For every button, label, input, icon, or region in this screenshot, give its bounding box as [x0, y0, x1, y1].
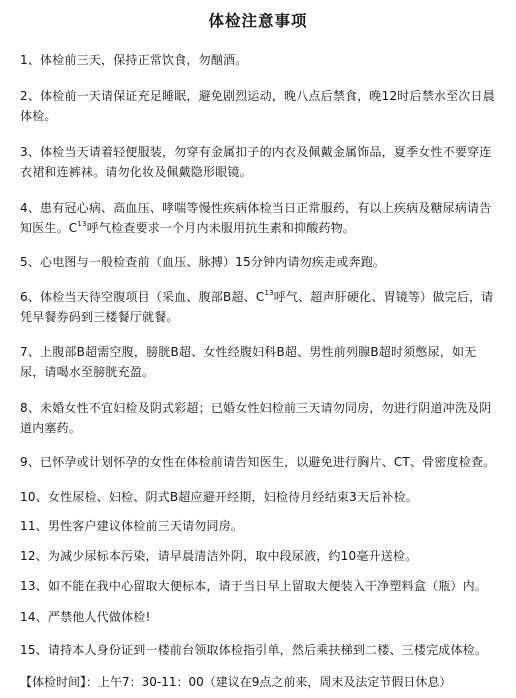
notice-item-3: 3、体检当天请着轻便服装，勿穿有金属扣子的内衣及佩戴金属饰品，夏季女性不要穿连衣裙和连裤袜。请勿化妆及佩戴隐形眼镜。: [20, 145, 492, 179]
notice-item-1: 1、体检前三天，保持正常饮食，勿酗酒。: [20, 53, 248, 67]
notice-item-5: 5、心电图与一般检查前（血压、脉搏）15分钟内请勿疾走或奔跑。: [20, 255, 386, 269]
notice-item-2: 2、体检前一天请保证充足睡眠，避免剧烈运动，晚八点后禁食，晚12时后禁水至次日晨体检。: [20, 89, 495, 123]
notice-item-11: 11、男性客户建议体检前三天请勿同房。: [20, 519, 244, 533]
notice-item-4-text-cont: 呼气检查要求一个月内未服用抗生素和抑酸药物。: [86, 221, 356, 235]
notice-item-9: 9、已怀孕或计划怀孕的女性在体检前请告知医生，以避免进行胸片、CT、骨密度检查。: [20, 455, 496, 469]
notice-item-12: 12、为减少尿标本污染，请早晨清洁外阴，取中段尿液，约10毫升送检。: [20, 549, 418, 563]
notice-item-15: 15、请持本人身份证到一楼前台领取体检指引单，然后乘扶梯到二楼、三楼完成体检。: [20, 643, 488, 657]
notice-item-13: 13、如不能在我中心留取大便标本，请于当日早上留取大便装入干净塑料盒（瓶）内。: [20, 579, 488, 593]
notice-item-4: [20, 198, 498, 238]
notice-item-14: 14、严禁他人代做体检!: [20, 610, 151, 624]
exam-time-note: 【体检时间】：上午7：30-11：00（建议在9点之前来，周末及法定节假日休息）: [20, 675, 452, 689]
notice-item-6-text: 6、体检当天待空腹项目（采血、腹部B超、C: [20, 290, 265, 304]
notice-item-4-text: 4、患有冠心病、高血压、哮喘等慢性疾病体检当日正常服药，有以上疾病及糖尿病请告知医生。C: [20, 201, 492, 235]
page-title: 体检注意事项: [208, 11, 308, 30]
notice-item-6-superscript: 13: [264, 289, 274, 297]
notice-item-4-superscript: 13: [77, 220, 87, 228]
notice-item-6-text-cont: 呼气、超声肝硬化、胃镜等）做完后，请凭早餐券码到三楼餐厅就餐。: [20, 290, 494, 324]
notice-item-10: 10、女性尿检、妇检、阴式B超应避开经期，妇检待月经结束3天后补检。: [20, 490, 418, 504]
notice-item-8: 8、未婚女性不宜妇检及阴式彩超；已婚女性妇检前三天请勿同房，勿进行阴道冲洗及阴道内塞药。: [20, 401, 492, 435]
notice-item-6: [20, 287, 498, 327]
notice-item-7: 7、上腹部B超需空腹，膀胱B超、女性经腹妇科B超、男性前列腺B超时须憋尿，如无尿，请喝水至膀胱充盈。: [20, 345, 477, 379]
